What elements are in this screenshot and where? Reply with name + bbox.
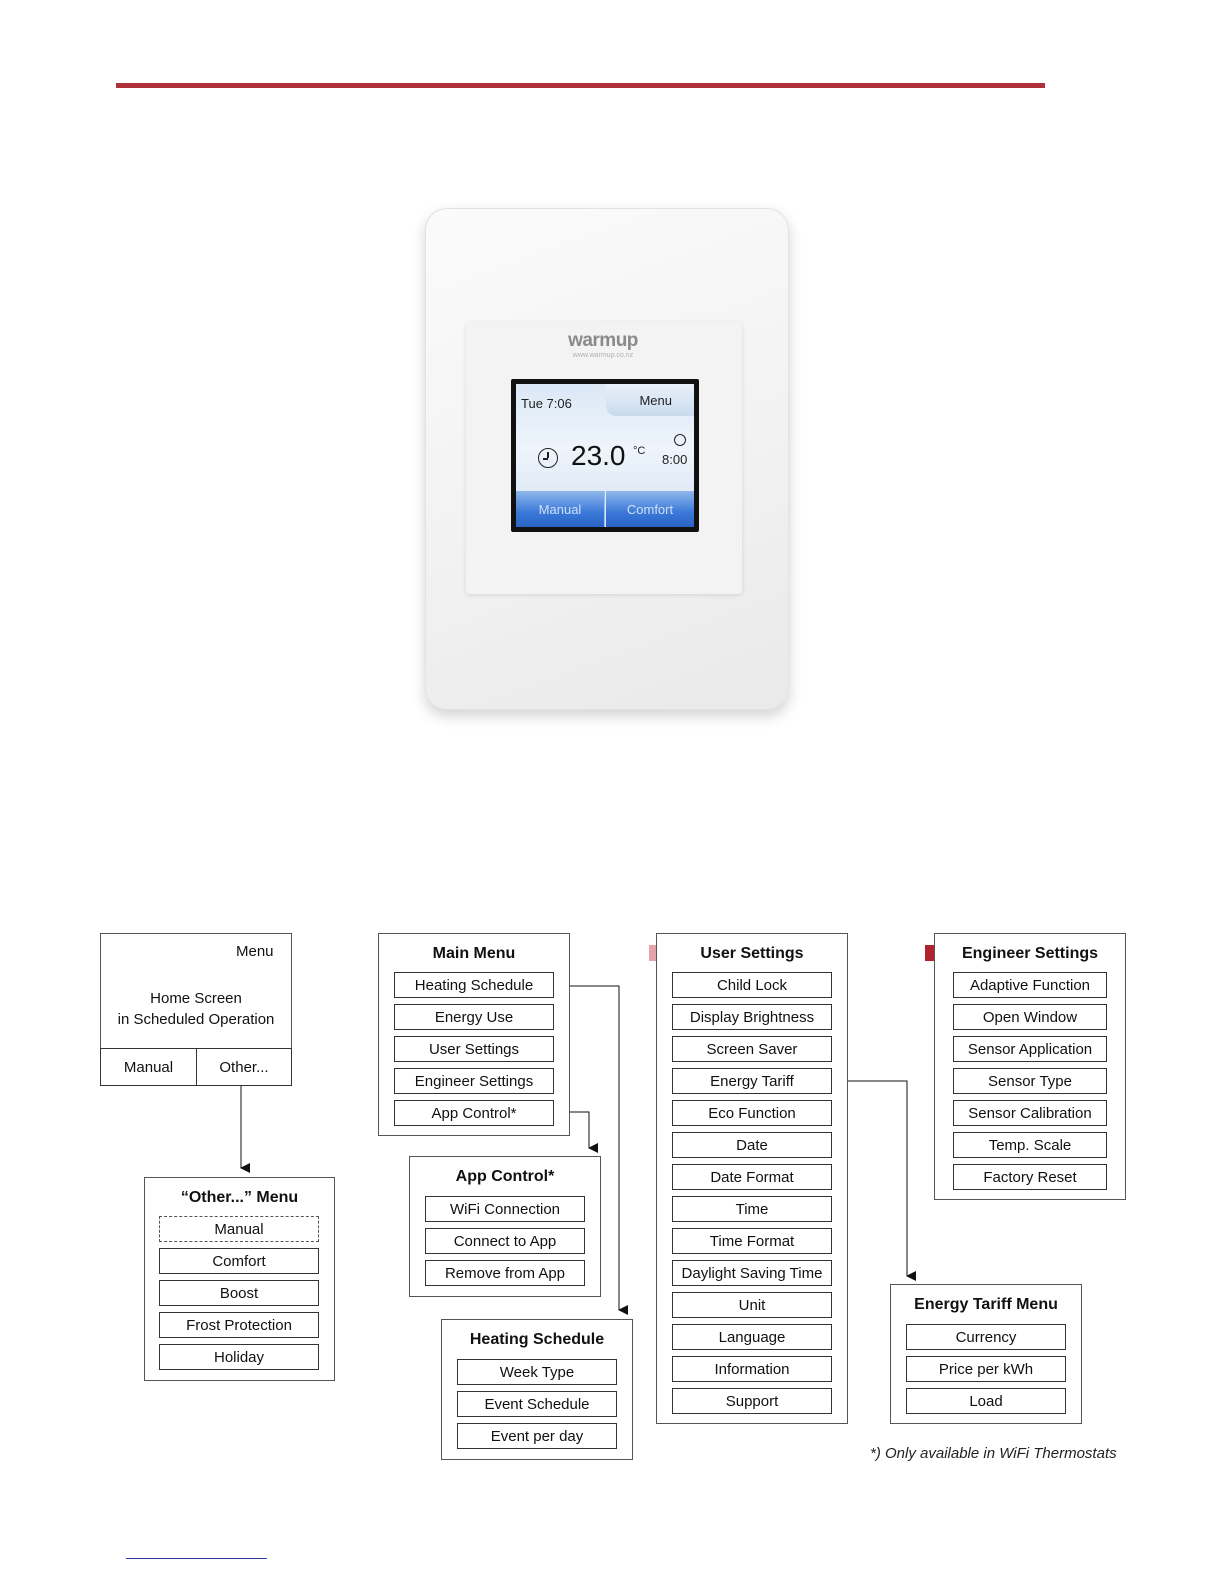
user-settings-item: Screen Saver [672, 1036, 832, 1062]
energy-tariff-item: Currency [906, 1324, 1066, 1350]
heating-schedule-item: Event Schedule [457, 1391, 617, 1417]
engineer-settings-title: Engineer Settings [961, 945, 1099, 962]
logo-url: www.warmup.co.nz [572, 352, 634, 359]
user-settings-item: Support [672, 1388, 832, 1414]
user-settings-item: Daylight Saving Time [672, 1260, 832, 1286]
user-settings-item: Language [672, 1324, 832, 1350]
app-control-item: Remove from App [425, 1260, 585, 1286]
main-menu-item: User Settings [394, 1036, 554, 1062]
main-menu-item: Heating Schedule [394, 972, 554, 998]
other-menu-item: Boost [159, 1280, 319, 1306]
heating-schedule-item: Week Type [457, 1359, 617, 1385]
other-menu-item: Comfort [159, 1248, 319, 1274]
lcd-next-time: 8:00 [662, 452, 688, 467]
app-control-item: Connect to App [425, 1228, 585, 1254]
main-menu-item: Energy Use [394, 1004, 554, 1030]
main-menu-item: Engineer Settings [394, 1068, 554, 1094]
main-menu-item: App Control* [394, 1100, 554, 1126]
lcd-menu-label: Menu [639, 393, 672, 408]
lcd-time: Tue 7:06 [521, 396, 572, 411]
home-line2: in Scheduled Operation [117, 1011, 275, 1028]
user-settings-item: Date Format [672, 1164, 832, 1190]
home-line1: Home Screen [150, 990, 242, 1007]
lcd-temperature: 23.0 [571, 440, 626, 471]
other-menu-title: “Other...” Menu [180, 1189, 299, 1206]
engineer-settings-item: Sensor Application [953, 1036, 1107, 1062]
engineer-settings-item: Temp. Scale [953, 1132, 1107, 1158]
other-menu-item: Frost Protection [159, 1312, 319, 1338]
home-menu-label: Menu [236, 943, 274, 960]
user-settings-item: Energy Tariff [672, 1068, 832, 1094]
engineer-settings-item: Sensor Type [953, 1068, 1107, 1094]
main-menu-title: Main Menu [432, 945, 516, 962]
footer-link-rule [126, 1558, 267, 1559]
user-settings-title: User Settings [700, 945, 804, 962]
heating-schedule-title: Heating Schedule [469, 1331, 605, 1348]
app-control-title: App Control* [455, 1168, 555, 1185]
user-settings-item: Information [672, 1356, 832, 1382]
user-settings-item: Time Format [672, 1228, 832, 1254]
app-control-item: WiFi Connection [425, 1196, 585, 1222]
user-settings-item: Eco Function [672, 1100, 832, 1126]
heating-schedule-item: Event per day [457, 1423, 617, 1449]
lcd-manual-button: Manual [516, 491, 605, 527]
user-settings-item: Date [672, 1132, 832, 1158]
home-other-button: Other... [196, 1048, 292, 1086]
engineer-settings-item: Factory Reset [953, 1164, 1107, 1190]
lcd-unit: °C [633, 445, 646, 457]
engineer-settings-item: Open Window [953, 1004, 1107, 1030]
engineer-settings-item: Adaptive Function [953, 972, 1107, 998]
energy-tariff-item: Load [906, 1388, 1066, 1414]
home-manual-button: Manual [100, 1048, 197, 1086]
footnote: *) Only available in WiFi Thermostats [870, 1445, 1117, 1462]
warmup-logo: warmup [568, 330, 638, 351]
lcd-comfort-button: Comfort [606, 491, 694, 527]
user-settings-item: Time [672, 1196, 832, 1222]
energy-tariff-title: Energy Tariff Menu [914, 1296, 1058, 1313]
user-settings-item: Display Brightness [672, 1004, 832, 1030]
user-settings-item: Child Lock [672, 972, 832, 998]
energy-tariff-item: Price per kWh [906, 1356, 1066, 1382]
other-menu-item: Holiday [159, 1344, 319, 1370]
user-settings-item: Unit [672, 1292, 832, 1318]
engineer-settings-item: Sensor Calibration [953, 1100, 1107, 1126]
other-menu-item: Manual [159, 1216, 319, 1242]
